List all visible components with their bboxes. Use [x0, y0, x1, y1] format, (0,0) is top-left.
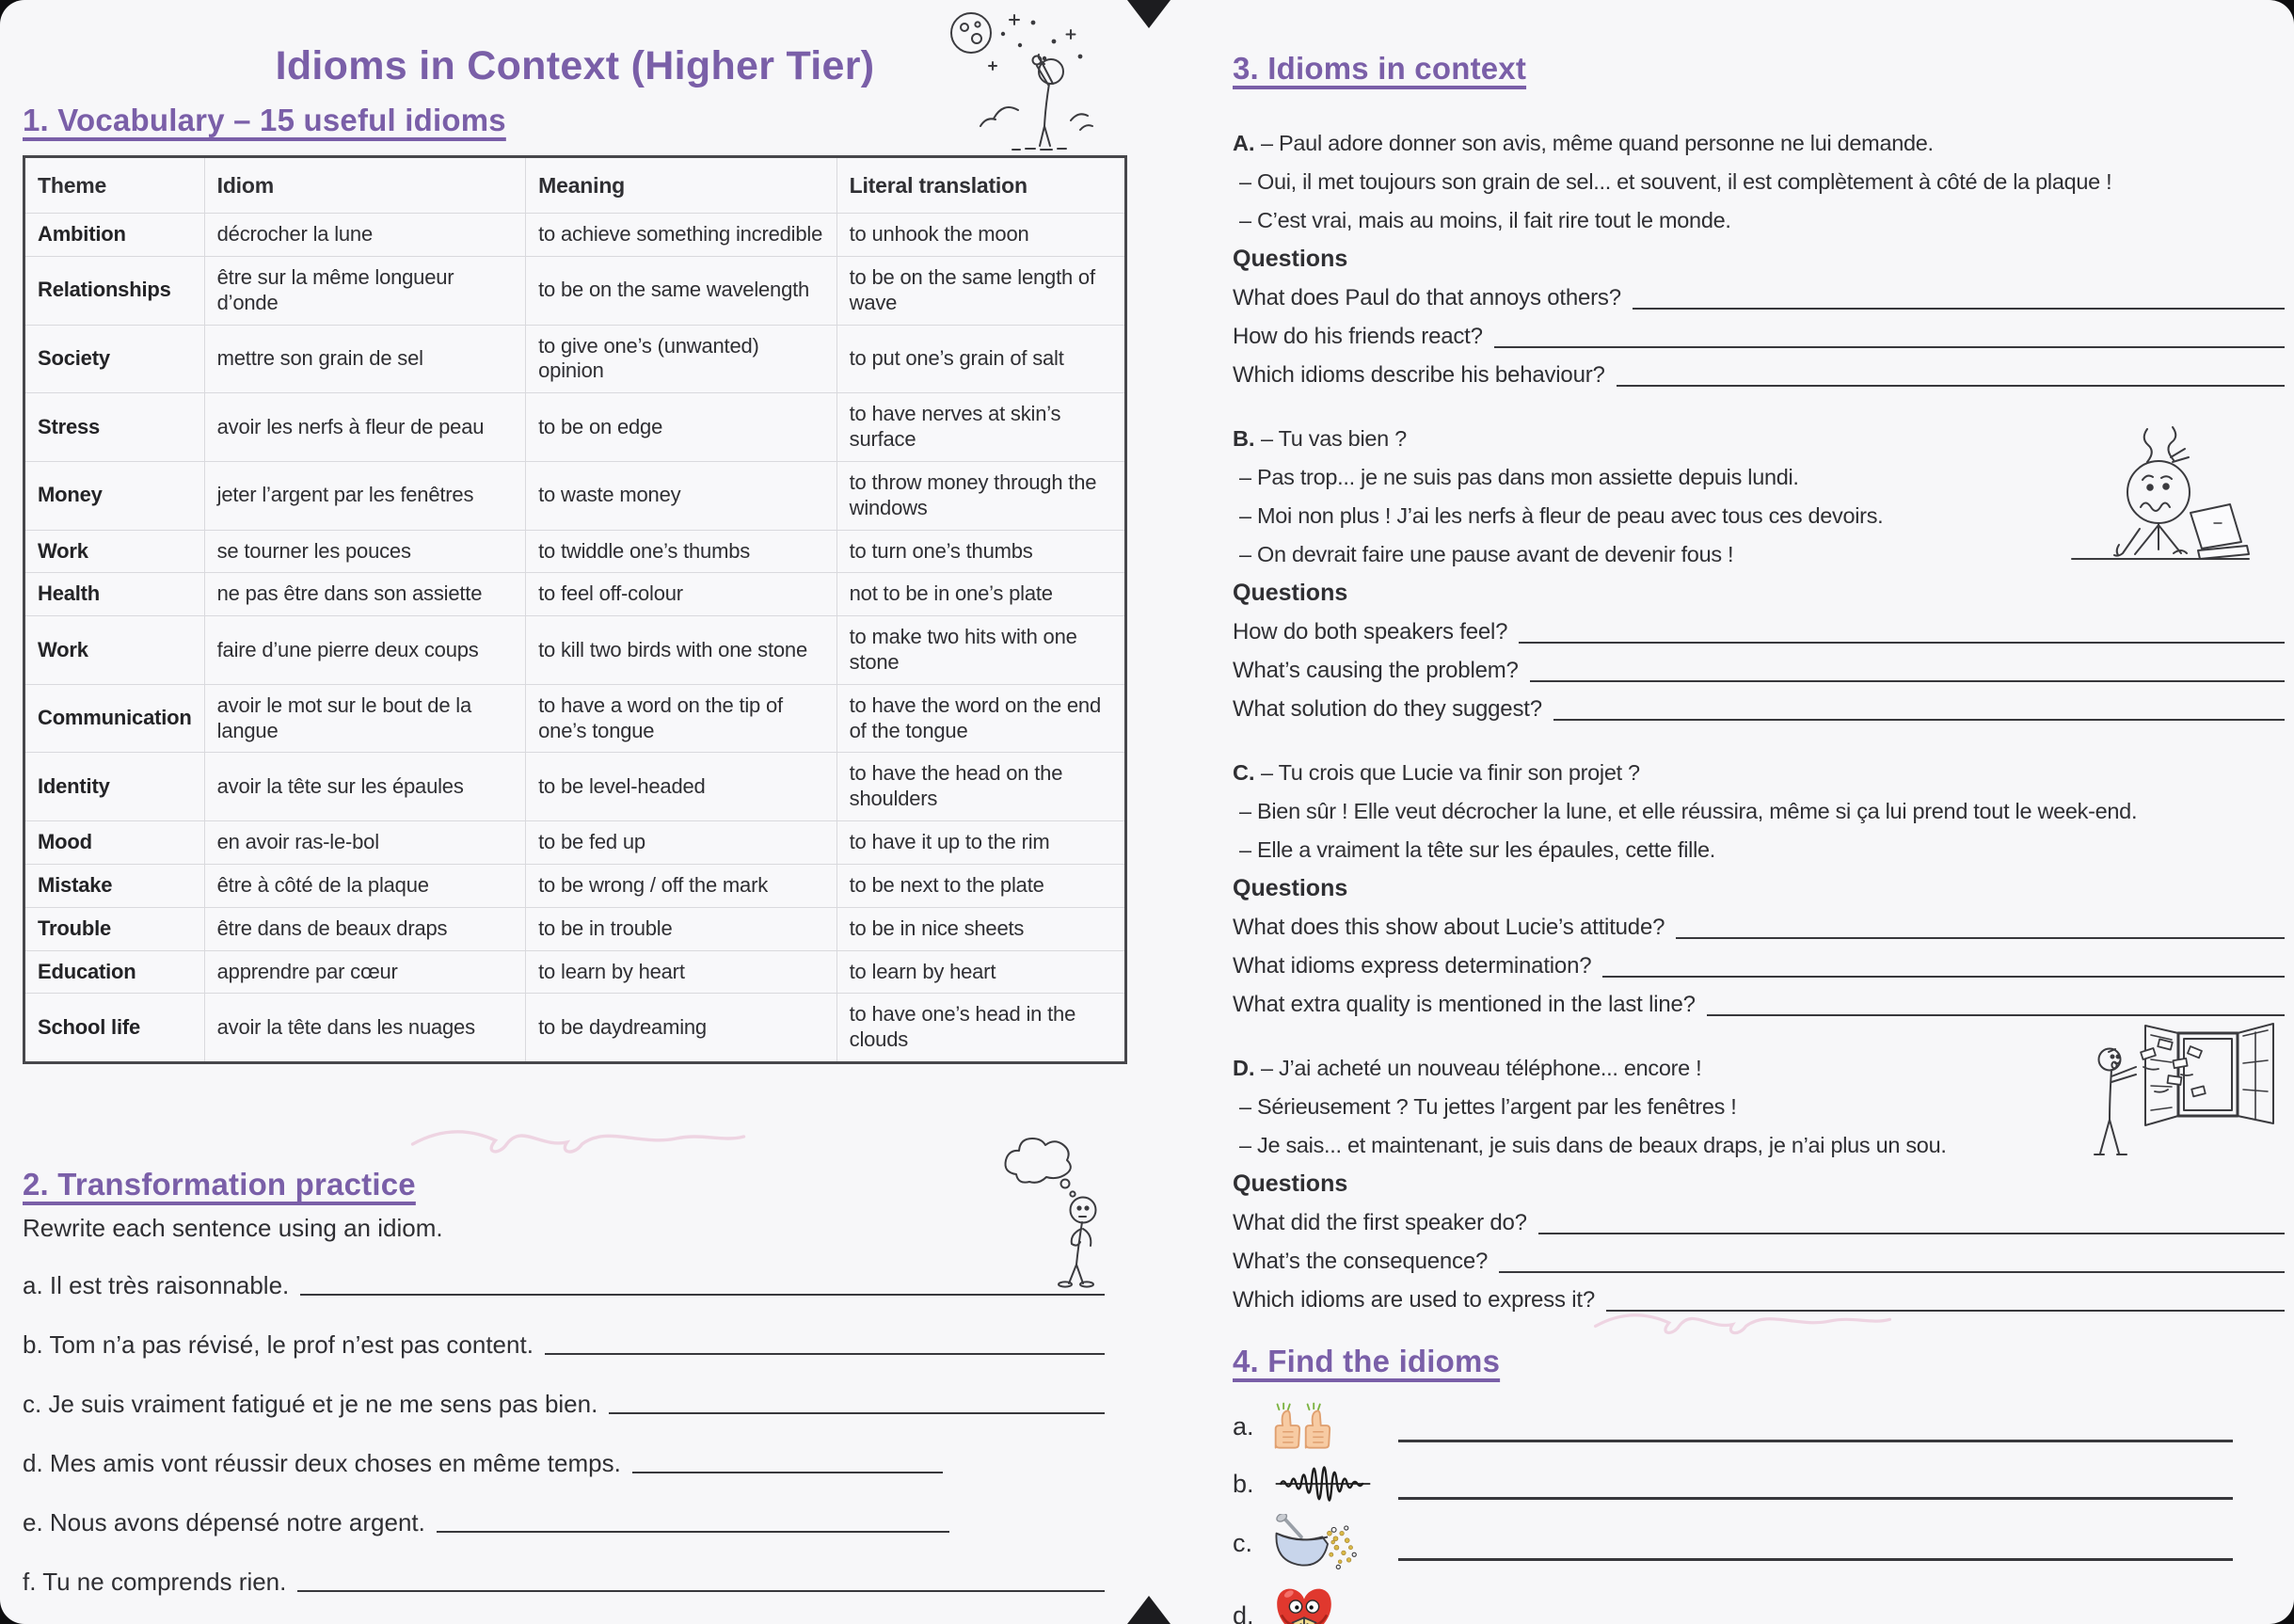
dialogue-line: B. – Tu vas bien ?: [1233, 426, 1407, 451]
meaning-cell: to twiddle one’s thumbs: [526, 530, 837, 573]
question-row: [1233, 356, 2285, 394]
theme-cell: Mistake: [24, 864, 205, 907]
page-title: Idioms in Context (Higher Tier): [275, 43, 875, 88]
answer-line: [1499, 1271, 2285, 1273]
find-item-icon-slot: [1270, 1457, 1385, 1511]
idiom-cell: faire d’une pierre deux coups: [204, 616, 526, 685]
literal-cell: to have it up to the rim: [836, 821, 1125, 865]
table-row: [24, 907, 1126, 950]
theme-cell: Health: [24, 573, 205, 616]
dialogue-line: – C’est vrai, mais au moins, il fait rire tout le monde.: [1239, 208, 1731, 232]
meaning-cell: to learn by heart: [526, 950, 837, 994]
question-text: What extra quality is mentioned in the last line?: [1233, 992, 1696, 1017]
theme-cell: School life: [24, 994, 205, 1063]
literal-cell: to throw money through the windows: [836, 461, 1125, 530]
theme-cell: Work: [24, 530, 205, 573]
column-header: Theme: [24, 157, 205, 214]
question-row: [1233, 1281, 2285, 1319]
idiom-cell: avoir la tête sur les épaules: [204, 753, 526, 821]
meaning-cell: to be wrong / off the mark: [526, 864, 837, 907]
find-item: [1233, 1457, 2285, 1511]
dialogue-line: – Pas trop... je ne suis pas dans mon assiette depuis lundi.: [1239, 465, 1799, 489]
dialogue-d: [1233, 1049, 2285, 1319]
table-row: [24, 864, 1126, 907]
questions-label: Questions: [1233, 1170, 1348, 1197]
literal-cell: to be on the same length of wave: [836, 256, 1125, 325]
dialogue-line: – Je sais... et maintenant, je suis dans de beaux draps, je n’ai plus un sou.: [1239, 1133, 1947, 1157]
question-row: [1233, 317, 2285, 356]
find-item: [1233, 1400, 2285, 1454]
meaning-cell: to be fed up: [526, 821, 837, 865]
theme-cell: Identity: [24, 753, 205, 821]
vocabulary-table: [23, 155, 1127, 1064]
question-text: What does Paul do that annoys others?: [1233, 285, 1621, 310]
table-row: [24, 573, 1126, 616]
questions-label: Questions: [1233, 580, 1348, 606]
answer-line: [1398, 1440, 2233, 1442]
answer-line: [437, 1531, 949, 1533]
answer-line: [1606, 1310, 2285, 1312]
dialogue-line: – Bien sûr ! Elle veut décrocher la lune, et elle réussira, même si ça lui prend tout le week-end.: [1239, 799, 2138, 823]
question-text: What’s causing the problem?: [1233, 658, 1519, 683]
idiom-cell: en avoir ras-le-bol: [204, 821, 526, 865]
literal-cell: to be next to the plate: [836, 864, 1125, 907]
table-row: [24, 753, 1126, 821]
literal-cell: to have the head on the shoulders: [836, 753, 1125, 821]
theme-cell: Communication: [24, 684, 205, 753]
find-item-label: d.: [1233, 1600, 1254, 1624]
answer-line: [1398, 1497, 2233, 1500]
dialogue-line: – Oui, il met toujours son grain de sel... et souvent, il est complètement à côté de la plaque !: [1239, 169, 2112, 194]
question-text: How do both speakers feel?: [1233, 619, 1508, 645]
question-row: [1233, 985, 2285, 1024]
question-text: Which idioms describe his behaviour?: [1233, 362, 1605, 388]
section3-heading: 3. Idioms in context: [1233, 51, 1527, 86]
dialogue-b: [1233, 420, 2285, 728]
find-item-label: a.: [1233, 1412, 1254, 1441]
idiom-cell: avoir le mot sur le bout de la langue: [204, 684, 526, 753]
table-row: [24, 461, 1126, 530]
table-row: [24, 994, 1126, 1063]
dialogue-line: – Elle a vraiment la tête sur les épaules, cette fille.: [1239, 837, 1715, 862]
answer-line: [1617, 385, 2285, 387]
answer-line: [1602, 976, 2285, 978]
answer-line: [1553, 719, 2285, 721]
meaning-cell: to be on the same wavelength: [526, 256, 837, 325]
dialogues-container: [1233, 124, 2285, 1319]
dialogue-line: D. – J’ai acheté un nouveau téléphone... encore !: [1233, 1056, 1702, 1080]
question-row: [1233, 1242, 2285, 1281]
section2-block: [23, 1167, 1105, 1624]
table-row: [24, 325, 1126, 393]
sound-wave-icon: [1270, 1457, 1376, 1511]
theme-cell: Relationships: [24, 256, 205, 325]
practice-list: [23, 1271, 1105, 1596]
theme-cell: Society: [24, 325, 205, 393]
literal-cell: to have one’s head in the clouds: [836, 994, 1125, 1063]
dialogue-label: A.: [1233, 131, 1262, 155]
meaning-cell: to be in trouble: [526, 907, 837, 950]
dialogue-a: [1233, 124, 2285, 394]
practice-item: [23, 1568, 1105, 1596]
practice-item: [23, 1508, 1105, 1536]
column-header: Idiom: [204, 157, 526, 214]
find-item-icon-slot: [1270, 1514, 1385, 1572]
theme-cell: Education: [24, 950, 205, 994]
theme-cell: Ambition: [24, 214, 205, 257]
find-item-icon-slot: [1270, 1401, 1385, 1454]
literal-cell: to have the word on the end of the tongue: [836, 684, 1125, 753]
practice-sentence: b. Tom n’a pas révisé, le prof n’est pas content.: [23, 1330, 534, 1359]
answer-line: [1530, 680, 2285, 682]
section4-block: [1233, 1344, 2285, 1624]
practice-item: [23, 1390, 1105, 1418]
idiom-cell: avoir la tête dans les nuages: [204, 994, 526, 1063]
theme-cell: Work: [24, 616, 205, 685]
idiom-cell: être sur la même longueur d’onde: [204, 256, 526, 325]
question-text: What did the first speaker do?: [1233, 1210, 1527, 1235]
dialogue-label: D.: [1233, 1056, 1262, 1080]
heart-reading-book-icon: [1270, 1575, 1338, 1624]
section2-instruction: Rewrite each sentence using an idiom.: [23, 1214, 443, 1242]
dialogue-c: [1233, 754, 2285, 1024]
dialogue-line: C. – Tu crois que Lucie va finir son projet ?: [1233, 760, 1640, 785]
dialogue-label: C.: [1233, 760, 1262, 785]
meaning-cell: to be daydreaming: [526, 994, 837, 1063]
table-row: [24, 256, 1126, 325]
questions-label: Questions: [1233, 246, 1348, 272]
dialogue-line: – On devrait faire une pause avant de devenir fous !: [1239, 542, 1734, 566]
question-text: What idioms express determination?: [1233, 953, 1592, 979]
question-text: What does this show about Lucie’s attitude?: [1233, 915, 1665, 940]
table-row: [24, 393, 1126, 462]
answer-line: [1633, 308, 2285, 310]
answer-line: [1538, 1233, 2285, 1234]
right-column: [1233, 0, 2285, 1345]
dialogue-line: – Moi non plus ! J’ai les nerfs à fleur de peau avec tous ces devoirs.: [1239, 503, 1884, 528]
practice-item: [23, 1330, 1105, 1359]
literal-cell: to unhook the moon: [836, 214, 1125, 257]
idiom-cell: jeter l’argent par les fenêtres: [204, 461, 526, 530]
answer-line: [300, 1294, 1105, 1296]
theme-cell: Stress: [24, 393, 205, 462]
meaning-cell: to be level-headed: [526, 753, 837, 821]
theme-cell: Mood: [24, 821, 205, 865]
column-header: Meaning: [526, 157, 837, 214]
literal-cell: to be in nice sheets: [836, 907, 1125, 950]
meaning-cell: to give one’s (unwanted) opinion: [526, 325, 837, 393]
answer-line: [297, 1590, 1105, 1592]
idiom-cell: se tourner les pouces: [204, 530, 526, 573]
question-row: [1233, 690, 2285, 728]
table-row: [24, 616, 1126, 685]
answer-line: [1676, 937, 2285, 939]
question-text: Which idioms are used to express it?: [1233, 1287, 1595, 1313]
squiggle-decoration: [406, 1120, 750, 1159]
idiom-cell: apprendre par cœur: [204, 950, 526, 994]
double-thumbs-up-icon: [1270, 1401, 1332, 1454]
find-item-icon-slot: [1270, 1575, 1385, 1624]
practice-item: [23, 1271, 1105, 1299]
find-item-label: c.: [1233, 1528, 1253, 1557]
literal-cell: to put one’s grain of salt: [836, 325, 1125, 393]
table-row: [24, 684, 1126, 753]
question-row: [1233, 1203, 2285, 1242]
meaning-cell: to feel off-colour: [526, 573, 837, 616]
dialogue-label: B.: [1233, 426, 1262, 451]
question-text: What’s the consequence?: [1233, 1249, 1489, 1274]
section4-heading: 4. Find the idioms: [1233, 1344, 1501, 1378]
question-text: How do his friends react?: [1233, 324, 1483, 349]
answer-line: [1519, 642, 2285, 644]
practice-sentence: f. Tu ne comprends rien.: [23, 1568, 287, 1596]
page-fold-marker-bottom: [1127, 1596, 1171, 1624]
literal-cell: to make two hits with one stone: [836, 616, 1125, 685]
find-item: [1233, 1514, 2285, 1572]
answer-line: [1707, 1014, 2285, 1016]
table-row: [24, 214, 1126, 257]
questions-label: Questions: [1233, 875, 1348, 901]
answer-line: [1398, 1558, 2233, 1561]
answer-line: [632, 1472, 943, 1473]
question-row: [1233, 651, 2285, 690]
literal-cell: to have nerves at skin’s surface: [836, 393, 1125, 462]
section1-heading: 1. Vocabulary – 15 useful idioms: [23, 103, 506, 137]
idiom-cell: avoir les nerfs à fleur de peau: [204, 393, 526, 462]
practice-sentence: d. Mes amis vont réussir deux choses en même temps.: [23, 1449, 621, 1477]
theme-cell: Trouble: [24, 907, 205, 950]
literal-cell: to turn one’s thumbs: [836, 530, 1125, 573]
table-row: [24, 950, 1126, 994]
cereal-bowl-icon: [1270, 1514, 1357, 1572]
column-header: Literal translation: [836, 157, 1125, 214]
question-row: [1233, 613, 2285, 651]
practice-sentence: e. Nous avons dépensé notre argent.: [23, 1508, 425, 1536]
meaning-cell: to kill two birds with one stone: [526, 616, 837, 685]
table-row: [24, 530, 1126, 573]
practice-item: [23, 1449, 1105, 1477]
page-fold-marker-top: [1127, 0, 1171, 28]
find-idioms-list: [1233, 1400, 2285, 1624]
dialogue-line: A. – Paul adore donner son avis, même quand personne ne lui demande.: [1233, 131, 1934, 155]
table-row: [24, 821, 1126, 865]
idiom-cell: être à côté de la plaque: [204, 864, 526, 907]
table-header-row: [24, 157, 1126, 214]
idiom-cell: être dans de beaux draps: [204, 907, 526, 950]
answer-line: [1494, 346, 2285, 348]
answer-line: [609, 1412, 1105, 1414]
section2-heading: 2. Transformation practice: [23, 1167, 416, 1202]
meaning-cell: to have a word on the tip of one’s tongue: [526, 684, 837, 753]
question-row: [1233, 947, 2285, 985]
find-item: [1233, 1575, 2285, 1624]
question-row: [1233, 279, 2285, 317]
find-item-label: b.: [1233, 1469, 1254, 1498]
answer-line: [545, 1353, 1105, 1355]
literal-cell: to learn by heart: [836, 950, 1125, 994]
idiom-cell: décrocher la lune: [204, 214, 526, 257]
meaning-cell: to waste money: [526, 461, 837, 530]
practice-sentence: a. Il est très raisonnable.: [23, 1271, 290, 1299]
question-text: What solution do they suggest?: [1233, 696, 1542, 722]
left-column: [23, 0, 1127, 1064]
idiom-cell: mettre son grain de sel: [204, 325, 526, 393]
meaning-cell: to be on edge: [526, 393, 837, 462]
theme-cell: Money: [24, 461, 205, 530]
meaning-cell: to achieve something incredible: [526, 214, 837, 257]
dialogue-line: – Sérieusement ? Tu jettes l’argent par les fenêtres !: [1239, 1094, 1737, 1119]
idiom-cell: ne pas être dans son assiette: [204, 573, 526, 616]
literal-cell: not to be in one’s plate: [836, 573, 1125, 616]
question-row: [1233, 908, 2285, 947]
practice-sentence: c. Je suis vraiment fatigué et je ne me sens pas bien.: [23, 1390, 598, 1418]
